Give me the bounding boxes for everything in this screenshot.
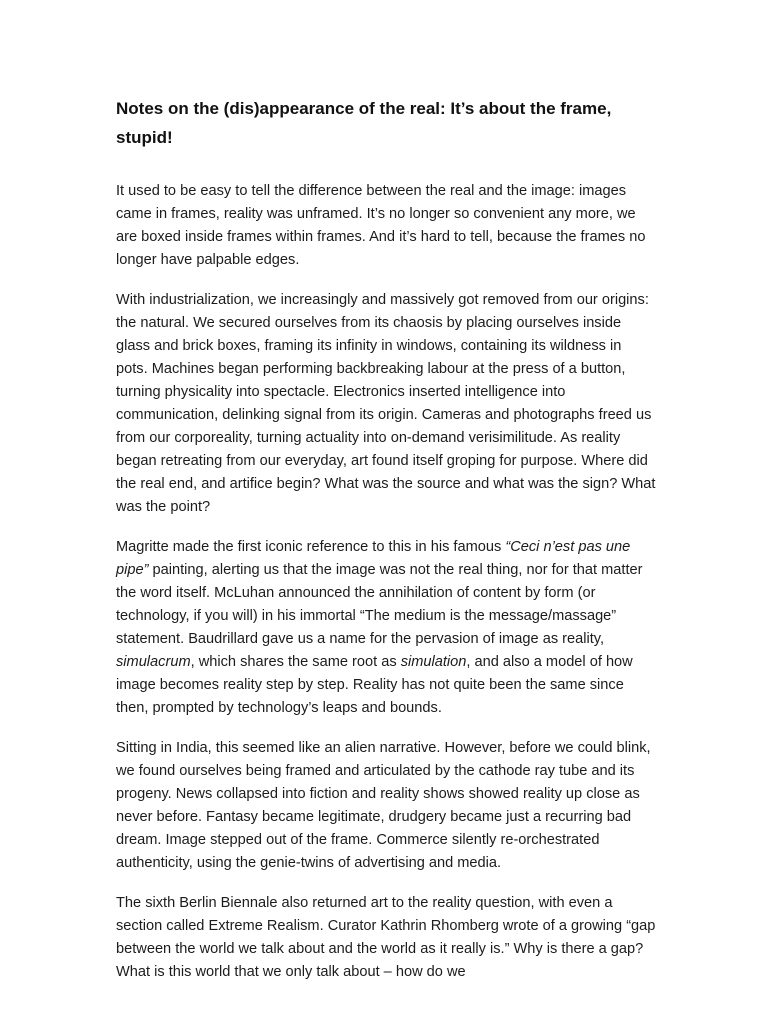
paragraph-2: With industrialization, we increasingly and massively got removed from our origins: the natural. We secured ourselves from its chaosis by placing ourselves inside glass and brick boxes, framing its infinity in windows, containing its wildness in pots. Machines began performing backbreaking labour at the press of a button, turning physicality into spectacle. Electronics inserted intelligence into communication, delinking signal from its origin. Cameras and photographs freed us from our corporeality, turning actuality into on-demand verisimilitude. As reality began retreating from our everyday, art found itself groping for purpose. Where did the real end, and artifice begin? What was the source and what was the sign? What was the point? [116, 292, 656, 515]
italic-term-simulacrum: simulacrum [116, 654, 191, 670]
paragraph-3-text: Magritte made the first iconic reference to this in his famous [116, 539, 506, 555]
document-title: Notes on the (dis)appearance of the real: It’s about the frame, stupid! [116, 99, 612, 147]
paragraph-3-text: painting, alerting us that the image was not the real thing, nor for that matter the word itself. McLuhan announced the annihilation of content by form (or technology, if you will) in his immortal “The medium is the message/massage” statement. Baudrillard gave us a name for the pervasion of image as reality, [116, 562, 643, 647]
italic-term-simulation: simulation [400, 654, 467, 670]
paragraph-4: Sitting in India, this seemed like an alien narrative. However, before we could blink, we found ourselves being framed and articulated by the cathode ray tube and its progeny. News collapsed into fiction and reality shows showed reality up close as never before. Fantasy became legitimate, drudgery became just a recurring bad dream. Image stepped out of the frame. Commerce silently re-orchestrated authenticity, using the genie-twins of advertising and media. [116, 740, 651, 871]
paragraph-3-text: , which shares the same root as [190, 654, 401, 670]
paragraph-5: The sixth Berlin Biennale also returned art to the reality question, with even a section called Extreme Realism. Curator Kathrin Rhomberg wrote of a growing “gap between the world we talk about and the world as it really is.” Why is there a gap? What is this world that we only talk about – how do we [116, 895, 656, 980]
paragraph-3 [116, 536, 656, 720]
italic-title-ceci: “Ceci n’est pas une pipe” [116, 539, 631, 578]
document-page [116, 94, 656, 1001]
paragraph-3-text: , and also a model of how image becomes reality step by step. Reality has not quite been the same since then, prompted by technology’s leaps and bounds. [116, 654, 633, 716]
paragraph-1: It used to be easy to tell the difference between the real and the image: images came in frames, reality was unframed. It’s no longer so convenient any more, we are boxed inside frames within frames. And it’s hard to tell, because the frames no longer have palpable edges. [116, 183, 646, 268]
